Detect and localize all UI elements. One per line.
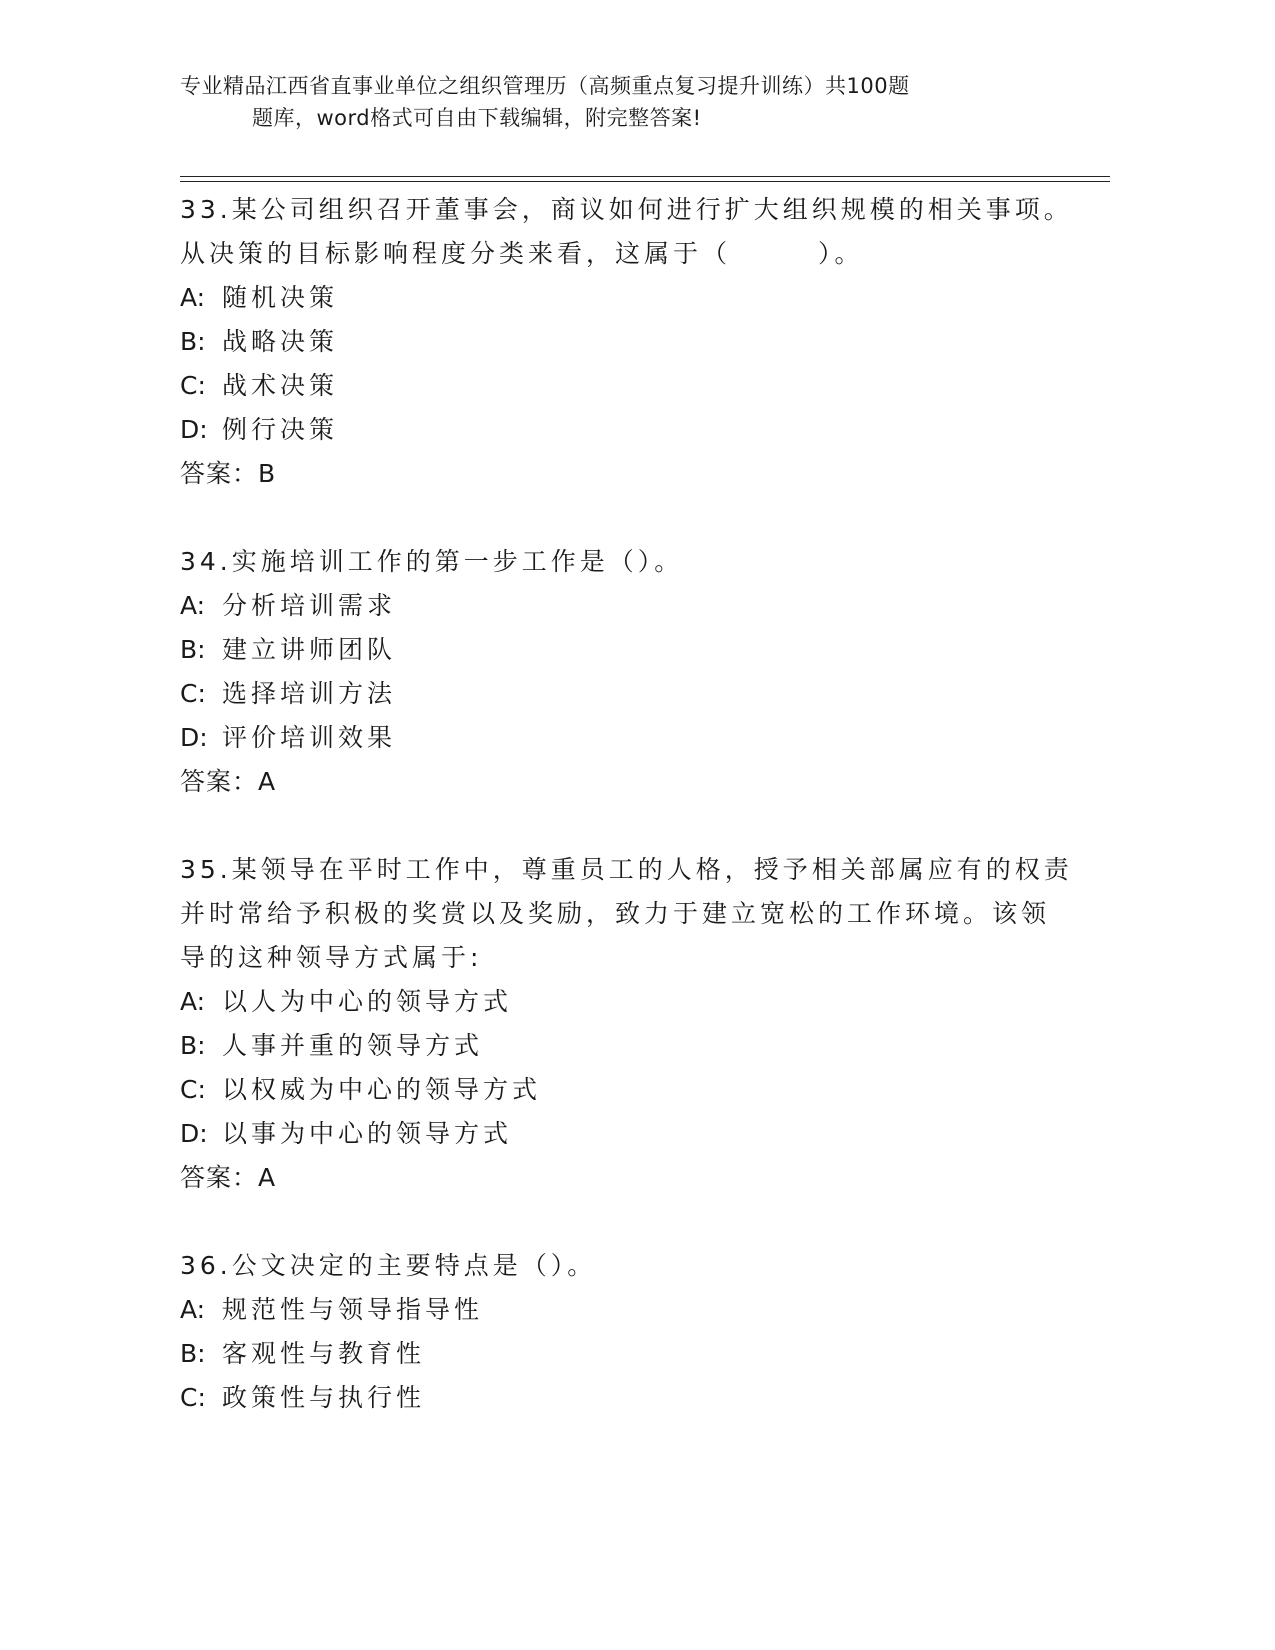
option-b [180,320,1080,364]
question-spacer [180,1200,1080,1244]
option-b [180,628,1080,672]
question-text-line: 从决策的目标影响程度分类来看，这属于（ ）。 [180,239,864,268]
option-text: 客观性与教育性 [222,1339,426,1368]
option-letter: A: [180,987,206,1016]
header-title-line-1: 专业精品江西省直事业单位之组织管理历（高频重点复习提升训练）共100题 [180,74,910,98]
option-b [180,1332,1080,1376]
option-d [180,1112,1080,1156]
question-text-line: 并时常给予积极的奖赏以及奖励，致力于建立宽松的工作环境。该领 [180,899,1051,928]
option-letter: D: [180,415,208,444]
option-text: 随机决策 [222,283,339,312]
option-text: 建立讲师团队 [222,635,397,664]
option-text: 人事并重的领导方式 [222,1031,484,1060]
option-letter: B: [180,1339,206,1368]
option-c [180,1376,1080,1420]
option-a [180,1288,1080,1332]
question-text-line: 35.某领导在平时工作中，尊重员工的人格，授予相关部属应有的权责 [180,855,1073,884]
option-letter: B: [180,635,206,664]
document-header [180,70,1040,134]
question-36 [180,1244,1080,1420]
option-text: 以人为中心的领导方式 [222,987,513,1016]
option-c [180,364,1080,408]
option-text: 分析培训需求 [222,591,397,620]
header-title-line-2: 题库，word格式可自由下载编辑，附完整答案! [252,106,702,130]
option-text: 评价培训效果 [222,723,397,752]
option-c [180,672,1080,716]
option-letter: B: [180,327,206,356]
question-text-line: 33.某公司组织召开董事会，商议如何进行扩大组织规模的相关事项。 [180,195,1073,224]
option-text: 战略决策 [222,327,339,356]
option-letter: C: [180,371,206,400]
option-letter: A: [180,1295,206,1324]
option-letter: A: [180,283,206,312]
option-text: 选择培训方法 [222,679,397,708]
question-spacer [180,496,1080,540]
question-34 [180,540,1080,804]
option-letter: C: [180,1075,206,1104]
option-a [180,584,1080,628]
question-list [180,188,1080,1420]
question-33 [180,188,1080,496]
question-text-line: 34.实施培训工作的第一步工作是（）。 [180,547,684,576]
option-text: 例行决策 [222,415,339,444]
option-a [180,276,1080,320]
option-letter: A: [180,591,206,620]
option-text: 规范性与领导指导性 [222,1295,484,1324]
question-35 [180,848,1080,1200]
question-text-line: 导的这种领导方式属于: [180,943,483,972]
answer-label: 答案：A [180,1163,277,1192]
header-divider-bottom [180,181,1110,182]
option-letter: C: [180,1383,206,1412]
option-letter: C: [180,679,206,708]
option-letter: B: [180,1031,206,1060]
option-d [180,716,1080,760]
option-b [180,1024,1080,1068]
answer-label: 答案：B [180,459,277,488]
option-text: 战术决策 [222,371,339,400]
header-divider-top [180,176,1110,177]
question-text-line: 36.公文决定的主要特点是（）。 [180,1251,597,1280]
answer-label: 答案：A [180,767,277,796]
option-a [180,980,1080,1024]
option-text: 以权威为中心的领导方式 [222,1075,542,1104]
option-text: 政策性与执行性 [222,1383,426,1412]
option-letter: D: [180,1119,208,1148]
option-letter: D: [180,723,208,752]
option-c [180,1068,1080,1112]
question-spacer [180,804,1080,848]
option-d [180,408,1080,452]
option-text: 以事为中心的领导方式 [222,1119,513,1148]
